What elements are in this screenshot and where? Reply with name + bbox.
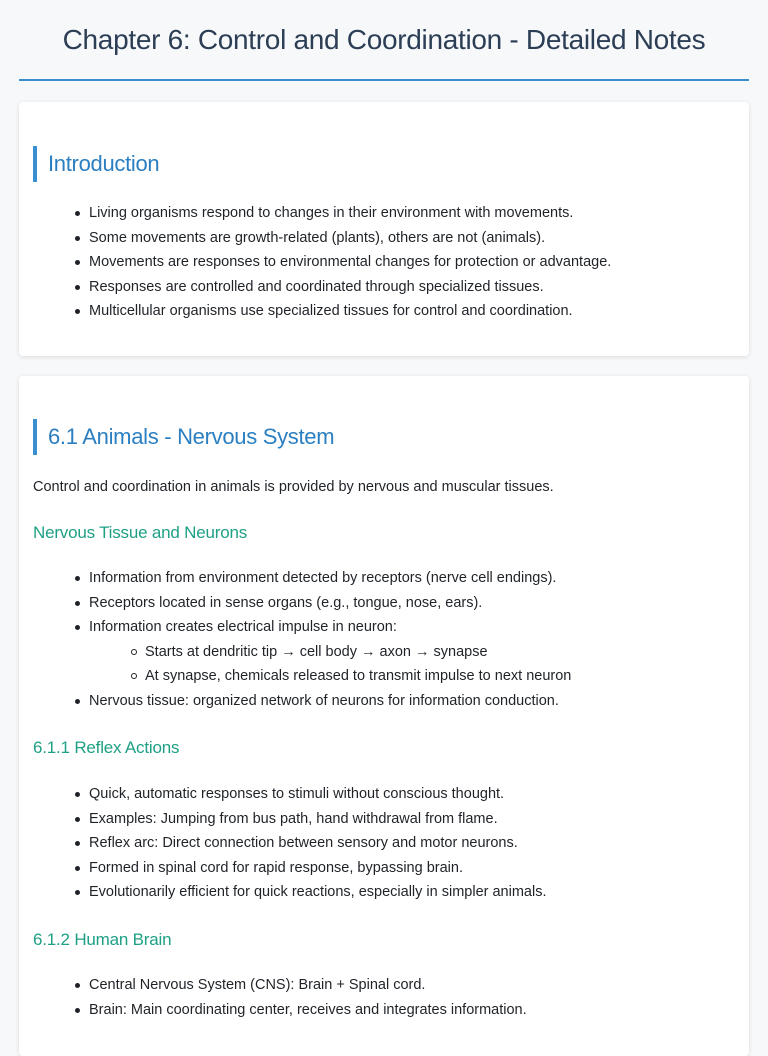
list-item-text: Information creates electrical impulse in neuron: xyxy=(89,619,397,636)
list-item: Central Nervous System (CNS): Brain + Spinal cord. xyxy=(89,973,527,998)
list-item: Living organisms respond to changes in their environment with movements. xyxy=(89,201,611,226)
list-item xyxy=(89,615,571,689)
page-title: Chapter 6: Control and Coordination - Detailed Notes xyxy=(62,24,706,55)
human-brain-heading: 6.1.2 Human Brain xyxy=(33,930,172,949)
page-header xyxy=(19,0,749,81)
list-item: Brain: Main coordinating center, receives and integrates information. xyxy=(89,998,527,1023)
animals-nervous-system-card xyxy=(19,376,749,1056)
reflex-actions-list xyxy=(33,782,547,905)
introduction-heading: Introduction xyxy=(33,146,159,182)
reflex-actions-heading: 6.1.1 Reflex Actions xyxy=(33,738,180,757)
list-item: Movements are responses to environmental changes for protection or advantage. xyxy=(89,250,611,275)
list-item: Receptors located in sense organs (e.g., tongue, nose, ears). xyxy=(89,591,571,616)
list-item: Information from environment detected by receptors (nerve cell endings). xyxy=(89,566,571,591)
neurons-list xyxy=(33,566,571,714)
list-item: Multicellular organisms use specialized tissues for control and coordination. xyxy=(89,299,611,324)
animals-heading: 6.1 Animals - Nervous System xyxy=(33,419,334,455)
list-item: Quick, automatic responses to stimuli without conscious thought. xyxy=(89,782,547,807)
sub-list-item: Starts at dendritic tip → cell body → axon → synapse xyxy=(145,640,571,665)
neurons-heading: Nervous Tissue and Neurons xyxy=(33,523,248,542)
list-item: Some movements are growth-related (plants), others are not (animals). xyxy=(89,226,611,251)
introduction-card xyxy=(19,102,749,356)
list-item: Formed in spinal cord for rapid response, bypassing brain. xyxy=(89,856,547,881)
list-item: Evolutionarily efficient for quick reactions, especially in simpler animals. xyxy=(89,880,547,905)
human-brain-list xyxy=(33,973,527,1022)
list-item: Reflex arc: Direct connection between sensory and motor neurons. xyxy=(89,831,547,856)
list-item: Examples: Jumping from bus path, hand withdrawal from flame. xyxy=(89,807,547,832)
sub-list-item: At synapse, chemicals released to transmit impulse to next neuron xyxy=(145,664,571,689)
list-item: Responses are controlled and coordinated through specialized tissues. xyxy=(89,275,611,300)
animals-intro-text: Control and coordination in animals is provided by nervous and muscular tissues. xyxy=(33,479,554,495)
introduction-list xyxy=(33,201,611,324)
list-item: Nervous tissue: organized network of neurons for information conduction. xyxy=(89,689,571,714)
impulse-sub-list xyxy=(89,640,571,689)
